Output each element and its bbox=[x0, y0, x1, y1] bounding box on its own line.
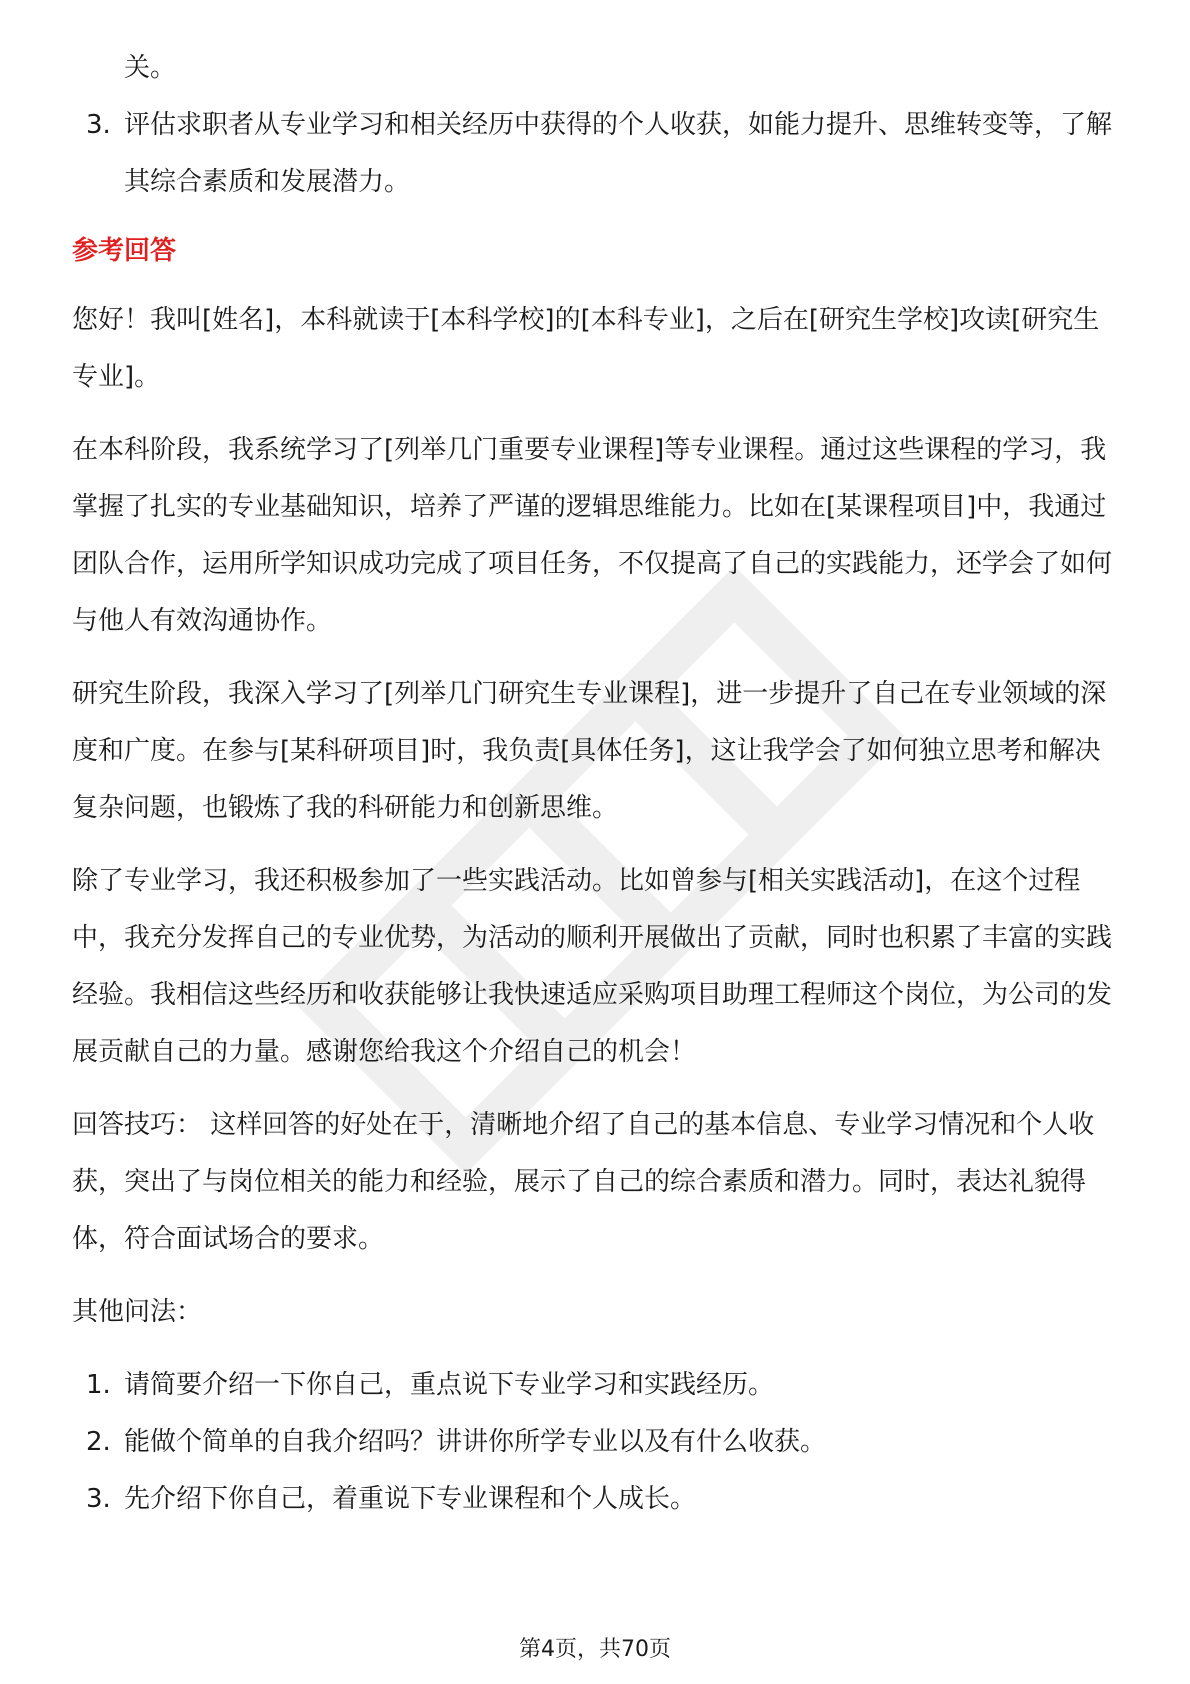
list-text: 先介绍下你自己，着重说下专业课程和个人成长。 bbox=[124, 1484, 697, 1514]
list-item bbox=[72, 97, 1122, 211]
other-questions-list bbox=[72, 1357, 1122, 1528]
answer-heading: 参考回答 bbox=[72, 236, 177, 266]
list-text: 能做个简单的自我介绍吗？讲讲你所学专业以及有什么收获。 bbox=[124, 1427, 827, 1457]
answer-paragraph-2: 在本科阶段，我系统学习了[列举几门重要专业课程]等专业课程。通过这些课程的学习，我掌握了扎实的专业基础知识，培养了严谨的逻辑思维能力。比如在[某课程项目]中，我通过团队合作，运用所学知识成功完成了项目任务，不仅提高了自己的实践能力，还学会了如何与他人有效沟通协作。 bbox=[72, 435, 1113, 636]
list-item bbox=[72, 1357, 1122, 1414]
list-number: 2. bbox=[86, 1427, 111, 1457]
tips-paragraph: 回答技巧： 这样回答的好处在于，清晰地介绍了自己的基本信息、专业学习情况和个人收获，突出了与岗位相关的能力和经验，展示了自己的综合素质和潜力。同时，表达礼貌得体，符合面试场合的要求。 bbox=[72, 1110, 1095, 1254]
list-number: 3. bbox=[86, 1484, 111, 1514]
continued-text: 关。 bbox=[124, 53, 177, 83]
document-content bbox=[72, 40, 1122, 1528]
answer-paragraph-3: 研究生阶段，我深入学习了[列举几门研究生专业课程]，进一步提升了自己在专业领域的深度和广度。在参与[某科研项目]时，我负责[具体任务]，这让我学会了如何独立思考和解决复杂问题，也锻炼了我的科研能力和创新思维。 bbox=[72, 679, 1107, 823]
answer-paragraph-4: 除了专业学习，我还积极参加了一些实践活动。比如曾参与[相关实践活动]，在这个过程中，我充分发挥自己的专业优势，为活动的顺利开展做出了贡献，同时也积累了丰富的实践经验。我相信这些经历和收获能够让我快速适应采购项目助理工程师这个岗位，为公司的发展贡献自己的力量。感谢您给我这个介绍自己的机会！ bbox=[72, 866, 1113, 1067]
list-text: 评估求职者从专业学习和相关经历中获得的个人收获，如能力提升、思维转变等，了解其综合素质和发展潜力。 bbox=[124, 110, 1113, 197]
list-item bbox=[72, 1414, 1122, 1471]
page-footer: 第4页，共70页 bbox=[519, 1637, 671, 1662]
intro-list bbox=[72, 97, 1122, 211]
other-questions-heading: 其他问法： bbox=[72, 1297, 203, 1327]
list-text: 请简要介绍一下你自己，重点说下专业学习和实践经历。 bbox=[124, 1370, 775, 1400]
list-number: 3. bbox=[86, 110, 111, 140]
list-number: 1. bbox=[86, 1370, 111, 1400]
answer-paragraph-1: 您好！我叫[姓名]，本科就读于[本科学校]的[本科专业]，之后在[研究生学校]攻读[研究生专业]。 bbox=[72, 305, 1100, 392]
list-item bbox=[72, 1471, 1122, 1528]
